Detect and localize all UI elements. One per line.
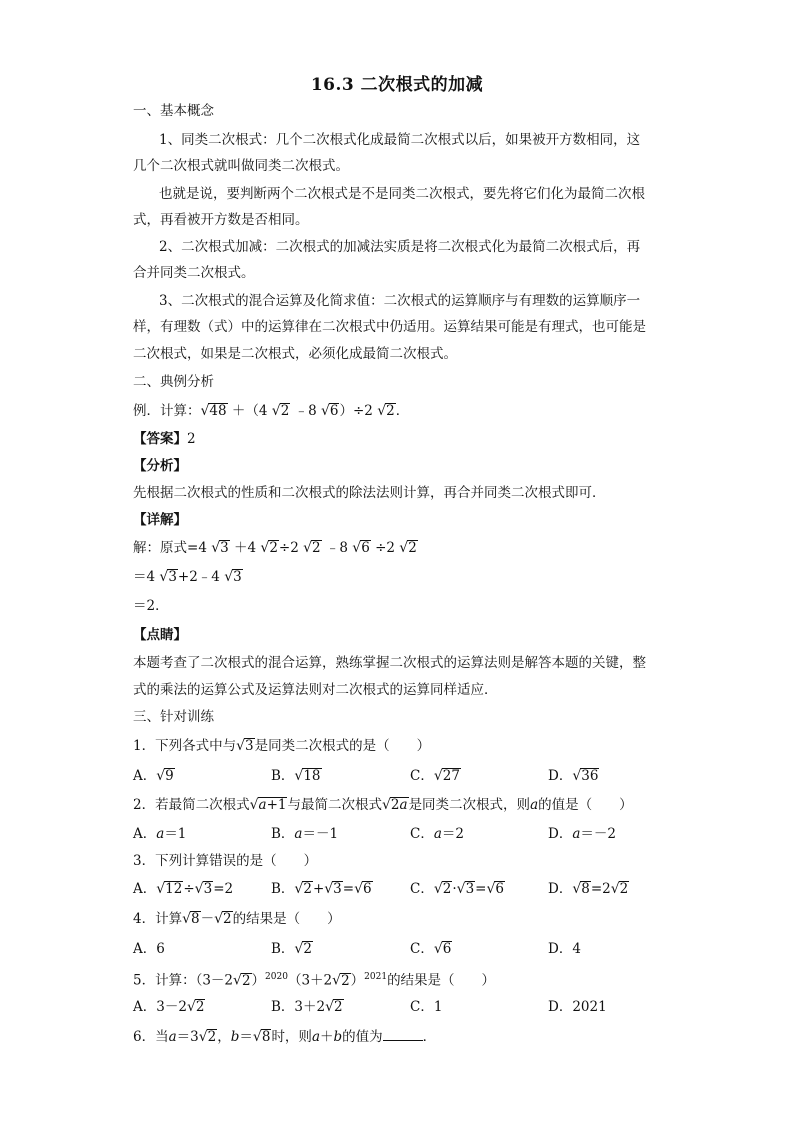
q5-text-b: ） [251,972,266,989]
q5-text-a: 5．计算：（3－2 [133,972,234,989]
question-1: 1．下列各式中与√3是同类二次根式的是（ ） [133,738,431,754]
q1-option-d[interactable]: D．√36 [548,768,599,784]
section-heading-examples: 二、典例分析 [133,374,214,390]
concept-1-line-2: 几个二次根式就叫做同类二次根式。 [133,158,349,174]
concept-2-line-1: 2、二次根式加减：二次根式的加减法实质是将二次根式化为最简二次根式后，再 [159,239,641,255]
concept-3-line-3: 二次根式，如果是二次根式，必须化成最简二次根式。 [133,346,457,362]
analysis-text: 先根据二次根式的性质和二次根式的除法法则计算，再合并同类二次根式即可． [133,485,606,501]
q4-option-d[interactable]: D．4 [548,941,581,957]
q4-option-c[interactable]: C．√6 [410,941,452,957]
question-3: 3．下列计算错误的是（ ） [133,853,318,869]
q2-text-c: 是同类二次根式，则 [408,797,531,813]
q6-text-e: ． [422,1029,437,1045]
q5-option-c[interactable]: C．1 [410,999,443,1015]
example-problem: 例．计算：√48 ＋（4 √2 ﹣8 √6）÷2 √2． [133,403,410,419]
q1-text-b: 是同类二次根式的是（ ） [254,738,431,754]
q4-option-b[interactable]: B．√2 [271,941,312,957]
example-prefix: 例．计算： [133,403,201,419]
q5-text-d: ） [350,972,365,989]
comment-line-2: 式的乘法的运算公式及运算法则对二次根式的运算同样适应． [133,682,498,698]
answer-value: 2 [187,431,196,447]
q3-option-a[interactable]: A．√12÷√3=2 [133,881,234,897]
q4-option-a[interactable]: A．6 [133,941,165,957]
solution-step-1: 解：原式=4 √3 ＋4 √2÷2 √2 ﹣8 √6 ÷2 √2 [133,540,417,556]
q3-option-b[interactable]: B．√2+√3=√6 [271,881,372,897]
answer-label: 【答案】 [133,431,187,447]
concept-note-line-2: 式，再看被开方数是否相同。 [133,212,309,228]
q4-text-a: 4．计算 [133,911,183,927]
q4-text-b: 的结果是（ ） [232,911,341,927]
q2-option-a[interactable]: A．a＝1 [133,826,187,842]
question-2: 2．若最简二次根式√a+1与最简二次根式√2a是同类二次根式，则a的值是（ ） [133,797,633,813]
question-4: 4．计算√8－√2的结果是（ ） [133,911,341,927]
q2-option-c[interactable]: C．a＝2 [410,826,464,842]
concept-note-line-1: 也就是说，要判断两个二次根式是不是同类二次根式，要先将它们化为最简二次根 [159,186,645,202]
q2-option-d[interactable]: D．a＝－2 [548,826,616,842]
concept-2-line-2: 合并同类二次根式。 [133,265,255,281]
concept-1-line-1: 1、同类二次根式：几个二次根式化成最简二次根式以后，如果被开方数相同，这 [159,132,641,148]
q2-text-a: 2．若最简二次根式 [133,797,250,813]
concept-3-line-2: 样，有理数（式）中的运算律在二次根式中仍适用。运算结果可能是有理式，也可能是 [133,319,646,335]
q5-option-d[interactable]: D．2021 [548,999,607,1015]
question-5: 5．计算：$(3-2√2)^{2020}(3+2√2)^{2021}$的结果是（ ） [133,972,496,989]
q2-option-b[interactable]: B．a＝－1 [271,826,339,842]
q5-option-b[interactable]: B．3＋2√2 [271,999,343,1015]
q6-text-c: 时，则 [271,1029,312,1045]
q6-text-a: 6．当 [133,1029,169,1045]
q6-answer-blank[interactable] [383,1028,423,1041]
solution-prefix: 解：原式= [133,540,199,556]
q1-option-a[interactable]: A．√9 [133,768,174,784]
q5-exponent-2: 2021 [364,972,388,982]
comment-line-1: 本题考查了二次根式的混合运算，熟练掌握二次根式的运算法则是解答本题的关键，整 [133,655,646,671]
q6-text-b: ， [217,1029,231,1045]
solution-step-2: ＝4 √3+2﹣4 √3 [133,569,242,585]
answer-line [133,430,196,448]
concept-3-line-1: 3、二次根式的混合运算及化简求值：二次根式的运算顺序与有理数的运算顺序一 [159,293,641,309]
q5-text-c: （3＋2 [287,972,333,989]
q1-option-c[interactable]: C．√27 [410,768,460,784]
q3-option-d[interactable]: D．√8=2√2 [548,881,629,897]
comment-label: 【点睛】 [133,627,187,643]
q5-exponent-1: 2020 [265,972,288,982]
detail-label: 【详解】 [133,512,187,528]
q2-text-b: 与最简二次根式 [287,797,382,813]
q5-option-a[interactable]: A．3－2√2 [133,999,205,1015]
analysis-label: 【分析】 [133,458,187,474]
q1-option-b[interactable]: B．√18 [271,768,321,784]
q3-option-c[interactable]: C．√2·√3=√6 [410,881,504,897]
section-heading-concepts: 一、基本概念 [133,103,214,119]
question-6: 6．当a＝3√2，b＝√8时，则a＋b的值为 ． [133,1029,437,1045]
q6-text-d: 的值为 [342,1029,383,1045]
q1-text-a: 1．下列各式中与 [133,738,237,754]
solution-step-3: ＝2． [133,598,169,614]
section-heading-practice: 三、针对训练 [133,709,214,725]
page-title: 16.3 二次根式的加减 [310,75,484,95]
q2-text-d: 的值是（ ） [538,797,633,813]
q5-text-e: 的结果是（ ） [387,972,496,989]
